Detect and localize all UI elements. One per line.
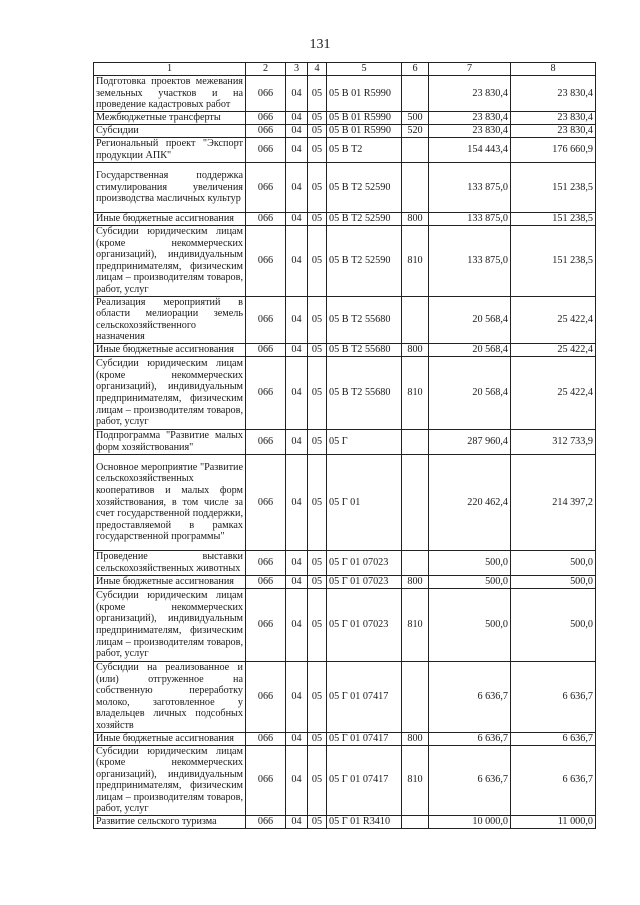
row-amount-col8-cell: 214 397,2 (511, 454, 596, 550)
row-col4-cell: 05 (308, 661, 327, 732)
table-row (94, 163, 596, 213)
row-col2-cell: 066 (246, 296, 286, 343)
header-col-6: 6 (402, 63, 429, 76)
row-amount-col7-cell: 133 875,0 (429, 163, 511, 213)
row-amount-col8-cell: 11 000,0 (511, 816, 596, 829)
header-col-1: 1 (94, 63, 246, 76)
row-amount-col8-cell: 500,0 (511, 575, 596, 588)
page-number: 131 (309, 37, 331, 52)
header-col-7: 7 (429, 63, 511, 76)
row-expense-type-cell (402, 454, 429, 550)
header-col-8: 8 (511, 63, 596, 76)
row-col4-cell: 05 (308, 429, 327, 454)
row-col3-cell: 04 (286, 732, 308, 745)
row-col2-cell: 066 (246, 454, 286, 550)
row-col2-cell: 066 (246, 163, 286, 213)
row-col2-cell: 066 (246, 112, 286, 125)
row-col2-cell: 066 (246, 343, 286, 356)
row-col3-cell: 04 (286, 343, 308, 356)
table-row (94, 575, 596, 588)
row-col3-cell: 04 (286, 550, 308, 575)
row-expense-type-cell (402, 816, 429, 829)
row-col4-cell: 05 (308, 356, 327, 429)
row-target-article-cell: 05 Г 01 07023 (327, 550, 402, 575)
row-amount-col8-cell: 151 238,5 (511, 226, 596, 297)
row-name-cell: Проведение выставки сельскохозяйственных животных (94, 550, 246, 575)
row-amount-col8-cell: 25 422,4 (511, 343, 596, 356)
table-row (94, 816, 596, 829)
row-col3-cell: 04 (286, 76, 308, 112)
row-col4-cell: 05 (308, 454, 327, 550)
row-name-cell: Государственная поддержка стимулирования увеличения производства масличных культур (94, 163, 246, 213)
row-expense-type-cell (402, 163, 429, 213)
row-amount-col7-cell: 500,0 (429, 588, 511, 661)
row-col2-cell: 066 (246, 661, 286, 732)
row-expense-type-cell: 800 (402, 343, 429, 356)
row-amount-col7-cell: 23 830,4 (429, 112, 511, 125)
row-col2-cell: 066 (246, 125, 286, 138)
header-col-3: 3 (286, 63, 308, 76)
row-col3-cell: 04 (286, 816, 308, 829)
row-col3-cell: 04 (286, 454, 308, 550)
table-row (94, 732, 596, 745)
table-row (94, 356, 596, 429)
row-col4-cell: 05 (308, 296, 327, 343)
table-row (94, 550, 596, 575)
row-col4-cell: 05 (308, 343, 327, 356)
row-name-cell: Субсидии (94, 125, 246, 138)
row-amount-col7-cell: 220 462,4 (429, 454, 511, 550)
row-amount-col8-cell: 6 636,7 (511, 732, 596, 745)
row-target-article-cell: 05 Г 01 07417 (327, 661, 402, 732)
row-name-cell: Субсидии юридическим лицам (кроме некоммерческих организаций), индивидуальным предпринимателям, физическим лицам – производителям товаров, работ, услуг (94, 356, 246, 429)
row-expense-type-cell (402, 429, 429, 454)
row-expense-type-cell: 520 (402, 125, 429, 138)
row-target-article-cell: 05 В Т2 52590 (327, 213, 402, 226)
row-target-article-cell: 05 В 01 R5990 (327, 112, 402, 125)
row-expense-type-cell: 500 (402, 112, 429, 125)
table-body (94, 63, 596, 829)
row-amount-col8-cell: 151 238,5 (511, 213, 596, 226)
row-name-cell: Основное мероприятие "Развитие сельскохозяйственных кооперативов и малых форм хозяйствования, в том числе за счет государственной поддержки, предоставляемой в рамках государственной программы" (94, 454, 246, 550)
row-col3-cell: 04 (286, 125, 308, 138)
table-row (94, 112, 596, 125)
table-row (94, 125, 596, 138)
row-expense-type-cell (402, 138, 429, 163)
row-target-article-cell: 05 Г 01 (327, 454, 402, 550)
row-amount-col7-cell: 20 568,4 (429, 356, 511, 429)
row-target-article-cell: 05 В Т2 55680 (327, 356, 402, 429)
header-col-2: 2 (246, 63, 286, 76)
table-header-row (94, 63, 596, 76)
row-col2-cell: 066 (246, 588, 286, 661)
row-amount-col8-cell: 312 733,9 (511, 429, 596, 454)
row-amount-col8-cell: 6 636,7 (511, 745, 596, 816)
row-target-article-cell: 05 В Т2 52590 (327, 163, 402, 213)
row-name-cell: Иные бюджетные ассигнования (94, 343, 246, 356)
row-col4-cell: 05 (308, 588, 327, 661)
row-col2-cell: 066 (246, 575, 286, 588)
row-target-article-cell: 05 В 01 R5990 (327, 125, 402, 138)
row-col3-cell: 04 (286, 745, 308, 816)
row-target-article-cell: 05 Г 01 07023 (327, 588, 402, 661)
row-col2-cell: 066 (246, 76, 286, 112)
table-row (94, 588, 596, 661)
row-amount-col7-cell: 23 830,4 (429, 125, 511, 138)
row-target-article-cell: 05 В Т2 55680 (327, 343, 402, 356)
row-amount-col7-cell: 6 636,7 (429, 732, 511, 745)
row-expense-type-cell: 810 (402, 356, 429, 429)
table-row (94, 296, 596, 343)
table-row (94, 76, 596, 112)
row-col2-cell: 066 (246, 745, 286, 816)
row-col3-cell: 04 (286, 356, 308, 429)
row-expense-type-cell (402, 296, 429, 343)
row-name-cell: Региональный проект "Экспорт продукции АПК" (94, 138, 246, 163)
table-row (94, 661, 596, 732)
table-row (94, 138, 596, 163)
row-amount-col7-cell: 20 568,4 (429, 343, 511, 356)
row-target-article-cell: 05 Г (327, 429, 402, 454)
row-name-cell: Иные бюджетные ассигнования (94, 213, 246, 226)
row-target-article-cell: 05 В Т2 (327, 138, 402, 163)
row-target-article-cell: 05 Г 01 07417 (327, 732, 402, 745)
row-col2-cell: 066 (246, 138, 286, 163)
row-expense-type-cell (402, 550, 429, 575)
row-col4-cell: 05 (308, 575, 327, 588)
row-col4-cell: 05 (308, 138, 327, 163)
row-col3-cell: 04 (286, 163, 308, 213)
row-col2-cell: 066 (246, 550, 286, 575)
row-col3-cell: 04 (286, 226, 308, 297)
table-row (94, 745, 596, 816)
row-col3-cell: 04 (286, 429, 308, 454)
row-expense-type-cell: 800 (402, 732, 429, 745)
row-col3-cell: 04 (286, 296, 308, 343)
row-expense-type-cell (402, 76, 429, 112)
row-col2-cell: 066 (246, 429, 286, 454)
table-row (94, 429, 596, 454)
row-col4-cell: 05 (308, 76, 327, 112)
row-target-article-cell: 05 В 01 R5990 (327, 76, 402, 112)
row-amount-col8-cell: 176 660,9 (511, 138, 596, 163)
row-col4-cell: 05 (308, 112, 327, 125)
row-col2-cell: 066 (246, 732, 286, 745)
row-name-cell: Межбюджетные трансферты (94, 112, 246, 125)
row-name-cell: Подготовка проектов межевания земельных участков и на проведение кадастровых работ (94, 76, 246, 112)
row-amount-col7-cell: 133 875,0 (429, 226, 511, 297)
row-amount-col7-cell: 154 443,4 (429, 138, 511, 163)
row-amount-col7-cell: 20 568,4 (429, 296, 511, 343)
row-col3-cell: 04 (286, 138, 308, 163)
row-col4-cell: 05 (308, 125, 327, 138)
row-amount-col8-cell: 25 422,4 (511, 296, 596, 343)
row-col4-cell: 05 (308, 550, 327, 575)
table-row (94, 454, 596, 550)
row-expense-type-cell: 800 (402, 575, 429, 588)
row-name-cell: Субсидии на реализованное и (или) отгруженное на собственную переработку молоко, заготовленное у владельцев личных подсобных хозяйств (94, 661, 246, 732)
row-amount-col8-cell: 23 830,4 (511, 125, 596, 138)
row-amount-col8-cell: 500,0 (511, 588, 596, 661)
row-name-cell: Иные бюджетные ассигнования (94, 575, 246, 588)
row-expense-type-cell: 800 (402, 213, 429, 226)
row-col3-cell: 04 (286, 661, 308, 732)
row-name-cell: Развитие сельского туризма (94, 816, 246, 829)
row-amount-col7-cell: 6 636,7 (429, 745, 511, 816)
row-col3-cell: 04 (286, 112, 308, 125)
row-col2-cell: 066 (246, 356, 286, 429)
row-col3-cell: 04 (286, 588, 308, 661)
row-name-cell: Субсидии юридическим лицам (кроме некоммерческих организаций), индивидуальным предпринимателям, физическим лицам – производителям товаров, работ, услуг (94, 588, 246, 661)
row-amount-col8-cell: 23 830,4 (511, 76, 596, 112)
row-name-cell: Субсидии юридическим лицам (кроме некоммерческих организаций), индивидуальным предпринимателям, физическим лицам – производителям товаров, работ, услуг (94, 745, 246, 816)
row-target-article-cell: 05 Г 01 07417 (327, 745, 402, 816)
row-amount-col7-cell: 6 636,7 (429, 661, 511, 732)
row-col4-cell: 05 (308, 213, 327, 226)
row-target-article-cell: 05 В Т2 52590 (327, 226, 402, 297)
row-name-cell: Подпрограмма "Развитие малых форм хозяйствования" (94, 429, 246, 454)
row-col2-cell: 066 (246, 816, 286, 829)
row-target-article-cell: 05 В Т2 55680 (327, 296, 402, 343)
row-target-article-cell: 05 Г 01 R3410 (327, 816, 402, 829)
header-col-5: 5 (327, 63, 402, 76)
row-name-cell: Субсидии юридическим лицам (кроме некоммерческих организаций), индивидуальным предпринимателям, физическим лицам – производителям товаров, работ, услуг (94, 226, 246, 297)
row-col4-cell: 05 (308, 816, 327, 829)
table-row (94, 226, 596, 297)
header-col-4: 4 (308, 63, 327, 76)
row-expense-type-cell (402, 661, 429, 732)
row-amount-col7-cell: 133 875,0 (429, 213, 511, 226)
row-col2-cell: 066 (246, 213, 286, 226)
row-amount-col7-cell: 287 960,4 (429, 429, 511, 454)
row-expense-type-cell: 810 (402, 745, 429, 816)
row-col3-cell: 04 (286, 575, 308, 588)
row-amount-col7-cell: 23 830,4 (429, 76, 511, 112)
row-target-article-cell: 05 Г 01 07023 (327, 575, 402, 588)
row-col3-cell: 04 (286, 213, 308, 226)
row-col4-cell: 05 (308, 163, 327, 213)
row-amount-col7-cell: 500,0 (429, 550, 511, 575)
row-col4-cell: 05 (308, 732, 327, 745)
table-row (94, 213, 596, 226)
row-amount-col7-cell: 10 000,0 (429, 816, 511, 829)
row-amount-col8-cell: 6 636,7 (511, 661, 596, 732)
budget-table (93, 62, 596, 829)
table-row (94, 343, 596, 356)
row-amount-col7-cell: 500,0 (429, 575, 511, 588)
row-expense-type-cell: 810 (402, 226, 429, 297)
row-col2-cell: 066 (246, 226, 286, 297)
row-name-cell: Иные бюджетные ассигнования (94, 732, 246, 745)
row-amount-col8-cell: 151 238,5 (511, 163, 596, 213)
row-name-cell: Реализация мероприятий в области мелиорации земель сельскохозяйственного назначения (94, 296, 246, 343)
row-expense-type-cell: 810 (402, 588, 429, 661)
row-amount-col8-cell: 500,0 (511, 550, 596, 575)
row-col4-cell: 05 (308, 226, 327, 297)
row-col4-cell: 05 (308, 745, 327, 816)
row-amount-col8-cell: 25 422,4 (511, 356, 596, 429)
row-amount-col8-cell: 23 830,4 (511, 112, 596, 125)
